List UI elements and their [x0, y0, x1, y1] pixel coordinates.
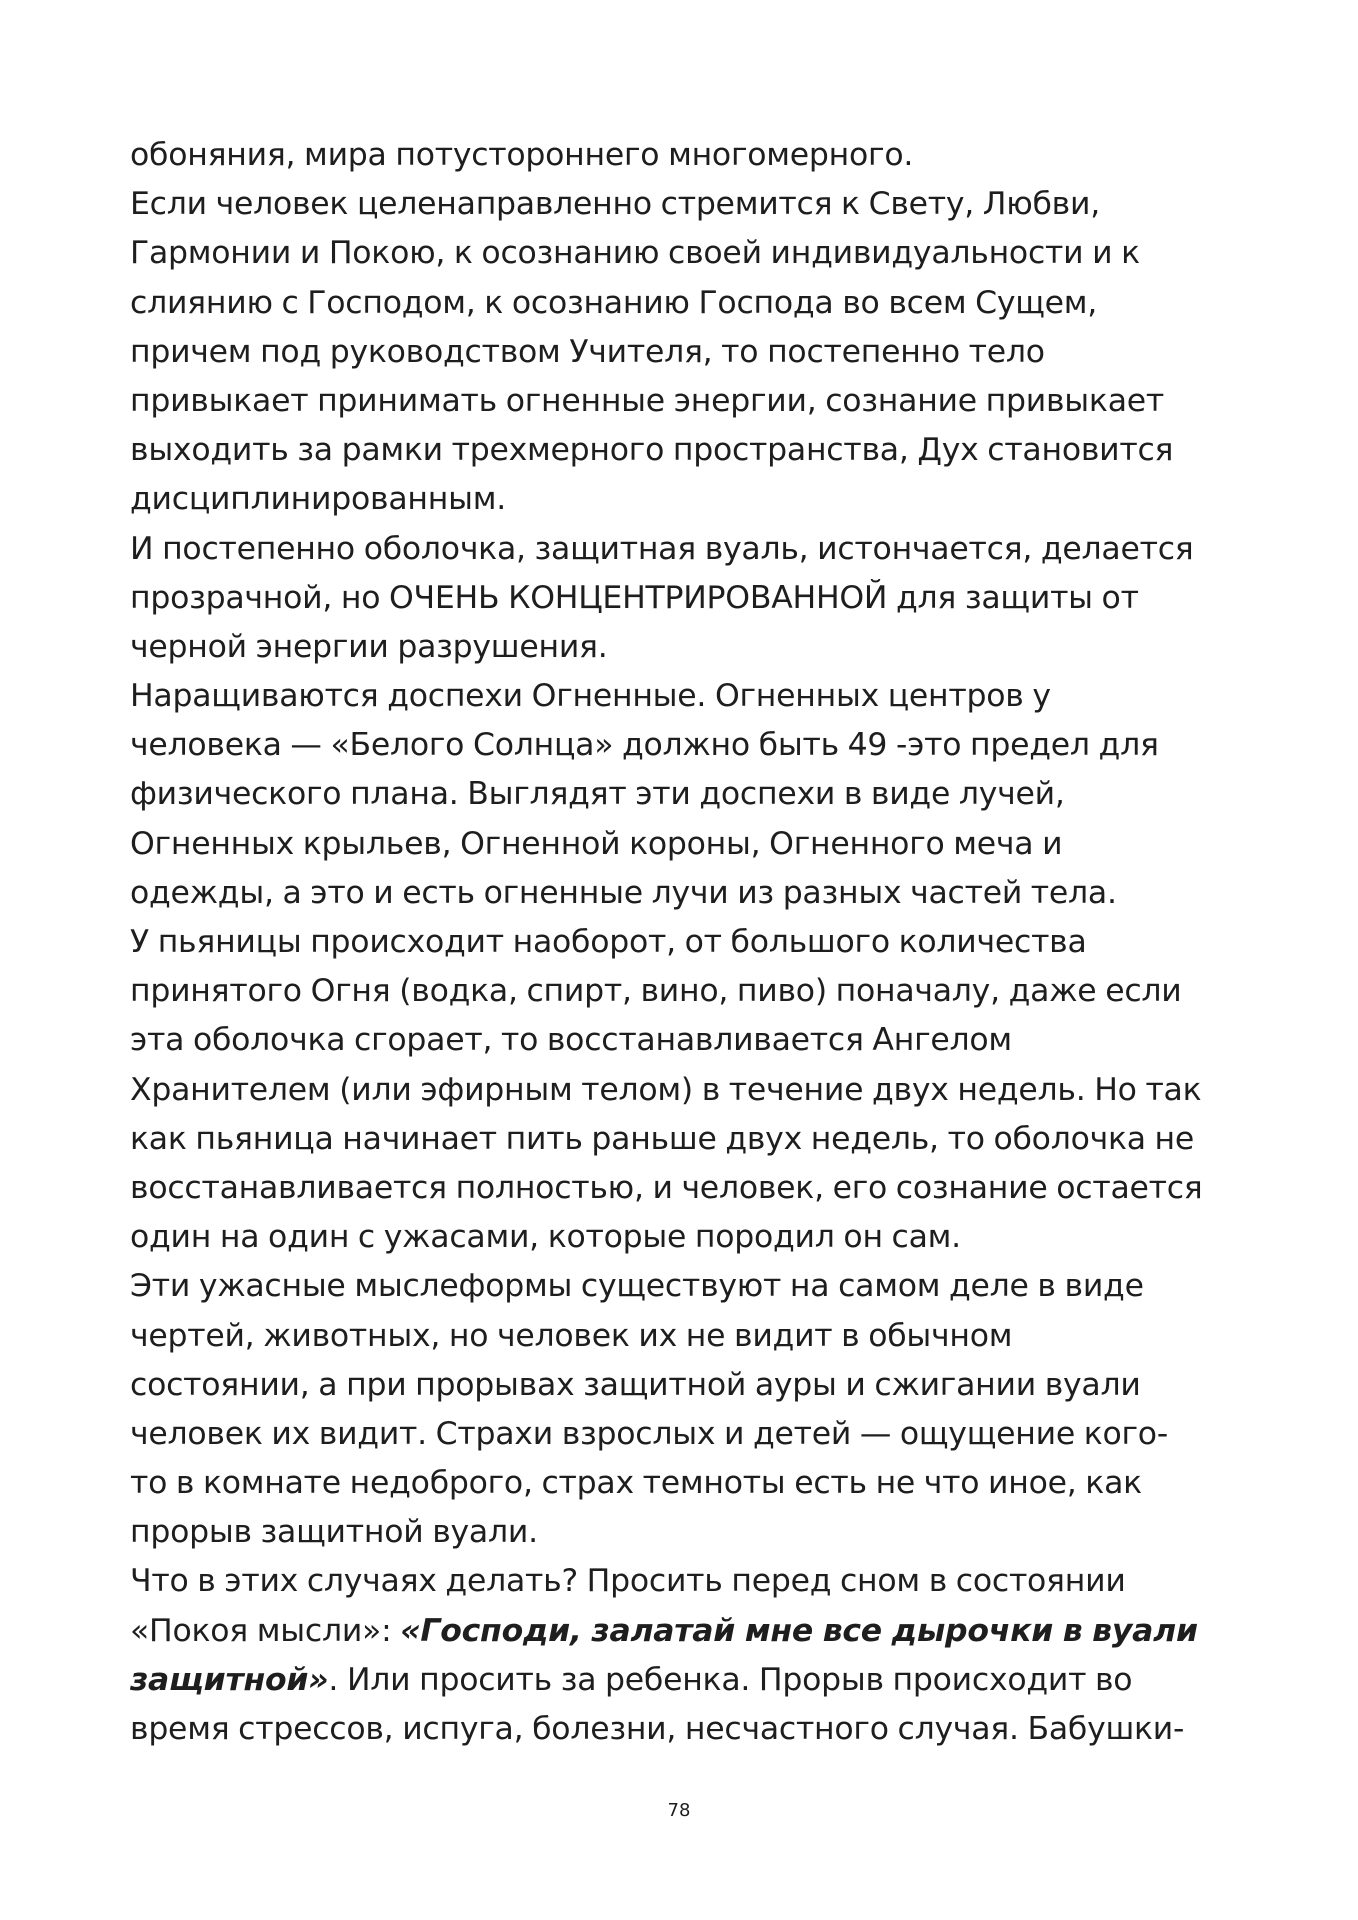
- text-line: эта оболочка сгорает, то восстанавливается Ангелом: [130, 1022, 1012, 1059]
- text-line: Хранителем (или эфирным телом) в течение двух недель. Но так: [130, 1071, 1202, 1108]
- body-text: [130, 131, 1230, 1754]
- text-line: время стрессов, испуга, болезни, несчастного случая. Бабушки-: [130, 1711, 1185, 1747]
- prayer-quote: «Господи, залатай мне все дырочки в вуали: [400, 1612, 1198, 1649]
- text-line: выходить за рамки трехмерного пространства, Дух становится: [130, 432, 1174, 469]
- text-line: Гармонии и Покою, к осознанию своей индивидуальности и к: [130, 235, 1140, 272]
- text-line: человек их видит. Страхи взрослых и детей — ощущение кого-: [130, 1415, 1168, 1452]
- text-line: У пьяницы происходит наоборот, от большого количества: [130, 924, 1087, 960]
- text-line: черной энергии разрушения.: [130, 628, 608, 665]
- text-line: физического плана. Выглядят эти доспехи в виде лучей,: [130, 776, 1065, 813]
- text-line: то в комнате недоброго, страх темноты есть не что иное, как: [130, 1465, 1142, 1502]
- text-line: Что в этих случаях делать? Просить перед сном в состоянии: [130, 1563, 1126, 1600]
- text-line: прорыв защитной вуали.: [130, 1514, 538, 1551]
- text-line: прозрачной, но ОЧЕНЬ КОНЦЕНТРИРОВАННОЙ для защиты от: [130, 579, 1139, 616]
- prayer-quote: защитной»: [130, 1661, 329, 1698]
- text-line: [130, 1607, 1230, 1656]
- text-line: один на один с ужасами, которые породил он сам.: [130, 1219, 961, 1256]
- text-line: как пьяница начинает пить раньше двух недель, то оболочка не: [130, 1120, 1195, 1157]
- text-line: И постепенно оболочка, защитная вуаль, истончается, делается: [130, 530, 1194, 567]
- text-line: состоянии, а при прорывах защитной ауры и сжигании вуали: [130, 1366, 1141, 1403]
- text-line: человека — «Белого Солнца» должно быть 49 -это предел для: [130, 727, 1159, 764]
- text-line: дисциплинированным.: [130, 481, 506, 518]
- text-line: Огненных крыльев, Огненной короны, Огненного меча и: [130, 825, 1063, 862]
- text-line: Наращиваются доспехи Огненные. Огненных центров у: [130, 678, 1051, 715]
- plain-text: «Покоя мысли»:: [130, 1612, 401, 1649]
- text-line: чертей, животных, но человек их не видит в обычном: [130, 1317, 1013, 1354]
- text-line: причем под руководством Учителя, то постепенно тело: [130, 333, 1045, 370]
- page-number: 78: [667, 1800, 691, 1821]
- text-line: обоняния, мира потустороннего многомерного.: [130, 137, 914, 173]
- text-line: Эти ужасные мыслеформы существуют на самом деле в виде: [130, 1268, 1144, 1305]
- text-line: одежды, а это и есть огненные лучи из разных частей тела.: [130, 874, 1117, 911]
- text-line: привыкает принимать огненные энергии, сознание привыкает: [130, 382, 1164, 419]
- plain-text: . Или просить за ребенка. Прорыв происходит во: [328, 1661, 1133, 1698]
- text-line: [130, 1656, 1230, 1705]
- text-line: принятого Огня (водка, спирт, вино, пиво) поначалу, даже если: [130, 973, 1182, 1010]
- text-line: слиянию с Господом, к осознанию Господа во всем Сущем,: [130, 284, 1098, 321]
- text-line: восстанавливается полностью, и человек, его сознание остается: [130, 1169, 1203, 1206]
- text-line: Если человек целенаправленно стремится к Свету, Любви,: [130, 186, 1100, 223]
